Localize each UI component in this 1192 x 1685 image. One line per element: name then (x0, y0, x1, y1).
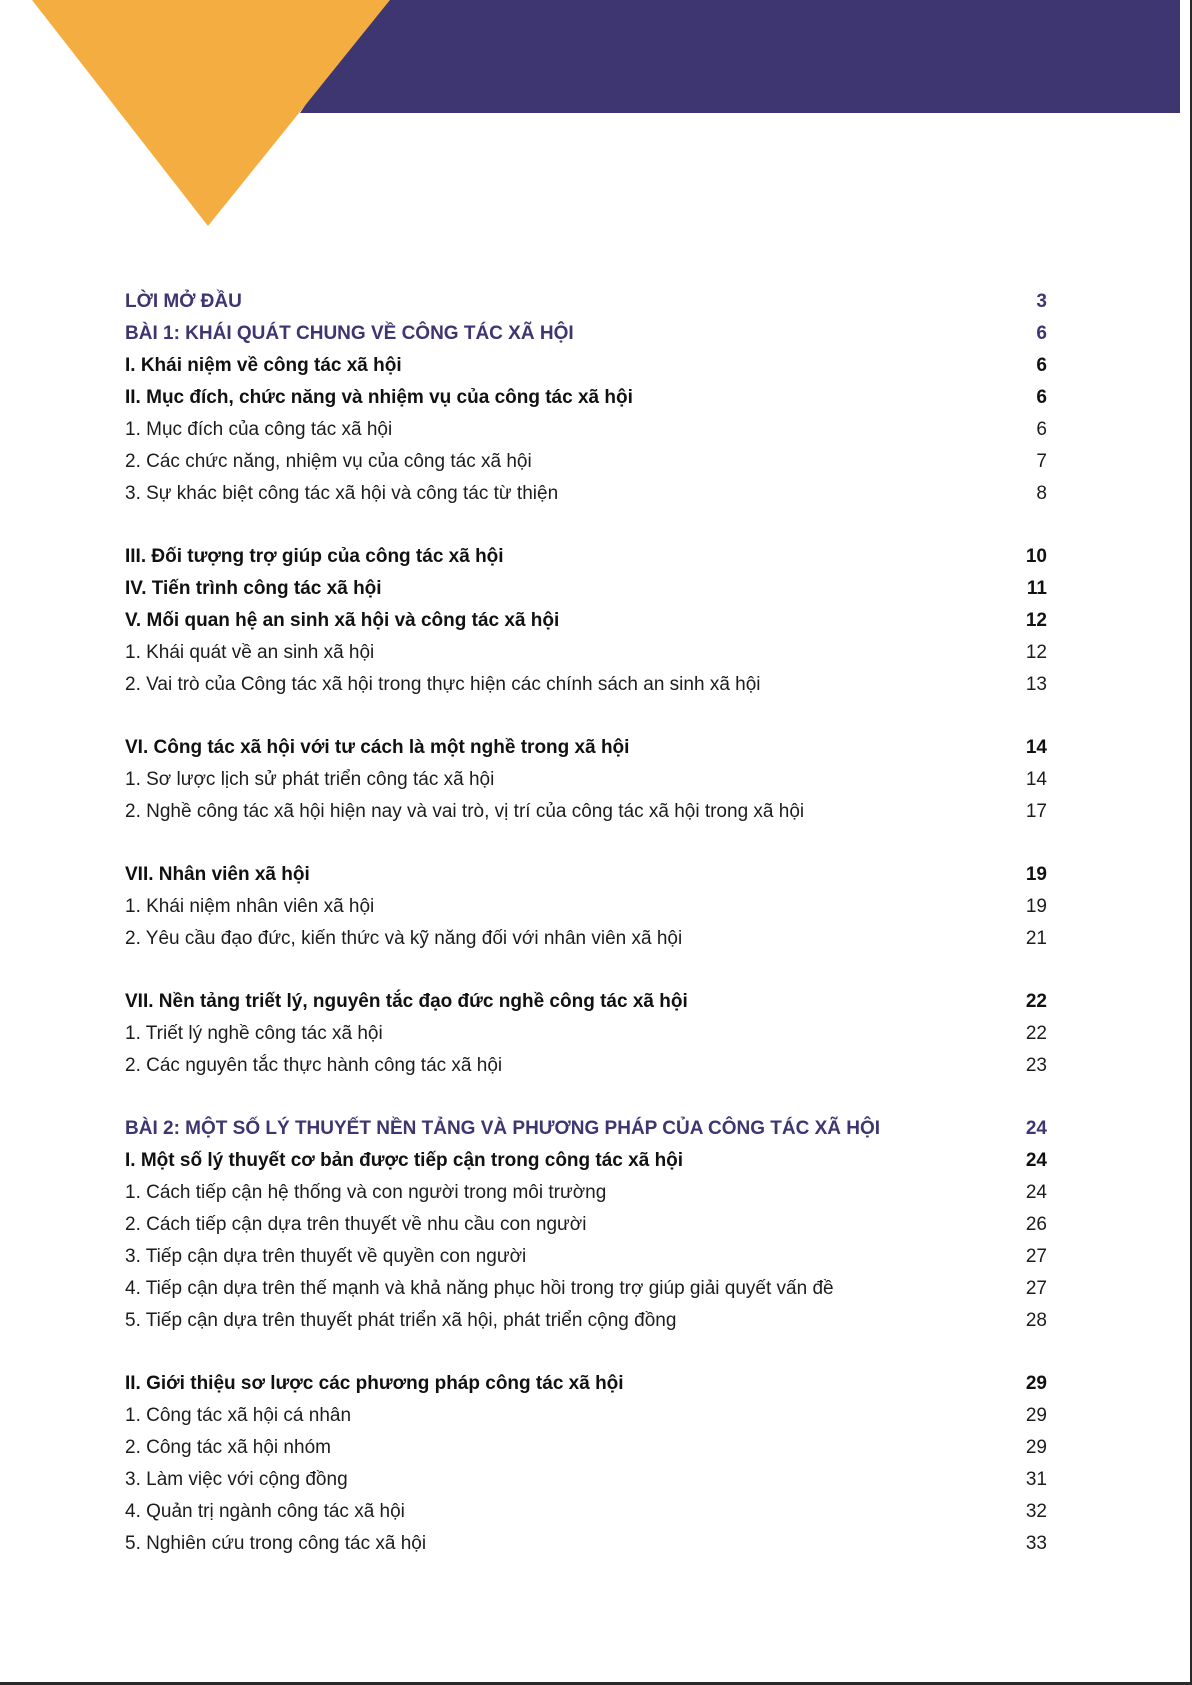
toc-entry-title: V. Mối quan hệ an sinh xã hội và công tác xã hội (125, 610, 560, 631)
toc-entry-page: 6 (1036, 419, 1047, 440)
toc-entry-page: 14 (1025, 769, 1047, 790)
toc-entry-page: 31 (1025, 1469, 1047, 1490)
toc-entry-page: 32 (1025, 1501, 1047, 1522)
toc-entry-title: 3. Tiếp cận dựa trên thuyết về quyền con người (125, 1246, 527, 1267)
toc-entry-title: III. Đối tượng trợ giúp của công tác xã hội (125, 546, 504, 567)
toc-block (125, 541, 1047, 701)
toc-entry-item (125, 1177, 1047, 1209)
toc-entry-title: BÀI 1: KHÁI QUÁT CHUNG VỀ CÔNG TÁC XÃ HỘI (125, 323, 574, 344)
toc-entry-page: 29 (1025, 1437, 1047, 1458)
toc-entry-item (125, 446, 1047, 478)
toc-entry-item (125, 1496, 1047, 1528)
toc-entry-title: VII. Nhân viên xã hội (125, 864, 310, 885)
toc-entry-section (125, 541, 1047, 573)
toc-entry-page: 14 (1025, 737, 1047, 758)
toc-entry-page: 11 (1026, 578, 1047, 599)
toc-entry-page: 22 (1025, 991, 1047, 1012)
toc-entry-title: 1. Sơ lược lịch sử phát triển công tác xã hội (125, 769, 495, 790)
header-banner (0, 0, 1192, 230)
toc-block (125, 859, 1047, 955)
toc-entry-title: 2. Vai trò của Công tác xã hội trong thực hiện các chính sách an sinh xã hội (125, 674, 761, 695)
toc-entry-title: 1. Công tác xã hội cá nhân (125, 1405, 352, 1426)
toc-entry-lesson (125, 1113, 1047, 1145)
toc-entry-section (125, 1145, 1047, 1177)
toc-entry-title: VII. Nền tảng triết lý, nguyên tắc đạo đức nghề công tác xã hội (125, 991, 688, 1012)
toc-entry-item (125, 1464, 1047, 1496)
toc-block (125, 1113, 1047, 1337)
toc-entry-section (125, 382, 1047, 414)
toc-entry-item (125, 764, 1047, 796)
toc-entry-title: I. Khái niệm về công tác xã hội (125, 355, 402, 376)
toc-entry-item (125, 637, 1047, 669)
toc-entry-page: 6 (1036, 323, 1047, 344)
toc-entry-item (125, 796, 1047, 828)
toc-entry-title: 2. Nghề công tác xã hội hiện nay và vai trò, vị trí của công tác xã hội trong xã hội (125, 801, 805, 822)
toc-entry-page: 13 (1025, 674, 1047, 695)
purple-banner-band (300, 0, 1180, 113)
toc-entry-page: 12 (1025, 610, 1047, 631)
toc-entry-item (125, 891, 1047, 923)
toc-entry-title: IV. Tiến trình công tác xã hội (125, 578, 382, 599)
toc-entry-item (125, 923, 1047, 955)
toc-entry-page: 28 (1025, 1310, 1047, 1331)
toc-entry-item (125, 414, 1047, 446)
toc-entry-item (125, 1050, 1047, 1082)
toc-entry-page: 19 (1025, 896, 1047, 917)
toc-entry-lesson (125, 318, 1047, 350)
toc-block (125, 732, 1047, 828)
toc-entry-title: BÀI 2: MỘT SỐ LÝ THUYẾT NỀN TẢNG VÀ PHƯƠNG PHÁP CỦA CÔNG TÁC XÃ HỘI (125, 1118, 881, 1139)
toc-entry-item (125, 478, 1047, 510)
toc-entry-page: 6 (1036, 387, 1047, 408)
toc-entry-page: 21 (1025, 928, 1047, 949)
toc-entry-page: 24 (1025, 1182, 1047, 1203)
toc-entry-title: II. Mục đích, chức năng và nhiệm vụ của công tác xã hội (125, 387, 633, 408)
toc-entry-lesson (125, 286, 1047, 318)
toc-entry-item (125, 669, 1047, 701)
toc-entry-page: 22 (1025, 1023, 1047, 1044)
toc-entry-page: 26 (1025, 1214, 1047, 1235)
toc-entry-title: 5. Tiếp cận dựa trên thuyết phát triển xã hội, phát triển cộng đồng (125, 1310, 677, 1331)
toc-block (125, 286, 1047, 510)
toc-entry-page: 24 (1025, 1118, 1047, 1139)
toc-entry-page: 27 (1025, 1246, 1047, 1267)
toc-entry-page: 10 (1025, 546, 1047, 567)
toc-entry-title: 5. Nghiên cứu trong công tác xã hội (125, 1533, 427, 1554)
toc-entry-item (125, 1018, 1047, 1050)
table-of-contents (125, 286, 1047, 1560)
toc-entry-page: 3 (1036, 291, 1047, 312)
toc-entry-page: 7 (1036, 451, 1047, 472)
toc-entry-title: 4. Tiếp cận dựa trên thế mạnh và khả năng phục hồi trong trợ giúp giải quyết vấn đề (125, 1278, 834, 1299)
toc-entry-item (125, 1528, 1047, 1560)
toc-entry-page: 33 (1025, 1533, 1047, 1554)
toc-entry-page: 27 (1025, 1278, 1047, 1299)
toc-entry-page: 17 (1025, 801, 1047, 822)
toc-entry-title: 2. Các nguyên tắc thực hành công tác xã hội (125, 1055, 503, 1076)
toc-entry-page: 6 (1036, 355, 1047, 376)
toc-block (125, 1368, 1047, 1560)
toc-entry-title: I. Một số lý thuyết cơ bản được tiếp cận trong công tác xã hội (125, 1150, 684, 1171)
toc-entry-title: LỜI MỞ ĐẦU (125, 291, 242, 312)
toc-block (125, 986, 1047, 1082)
toc-entry-section (125, 605, 1047, 637)
toc-entry-section (125, 859, 1047, 891)
toc-entry-item (125, 1432, 1047, 1464)
toc-entry-title: 2. Yêu cầu đạo đức, kiến thức và kỹ năng đối với nhân viên xã hội (125, 928, 683, 949)
toc-entry-section (125, 986, 1047, 1018)
toc-entry-page: 23 (1025, 1055, 1047, 1076)
toc-entry-title: II. Giới thiệu sơ lược các phương pháp công tác xã hội (125, 1373, 624, 1394)
toc-entry-page: 24 (1025, 1150, 1047, 1171)
toc-entry-title: 2. Các chức năng, nhiệm vụ của công tác xã hội (125, 451, 532, 472)
toc-entry-item (125, 1400, 1047, 1432)
toc-entry-title: 1. Mục đích của công tác xã hội (125, 419, 393, 440)
toc-entry-title: 1. Khái quát về an sinh xã hội (125, 642, 375, 663)
toc-entry-item (125, 1209, 1047, 1241)
toc-entry-item (125, 1305, 1047, 1337)
toc-entry-page: 8 (1036, 483, 1047, 504)
toc-entry-page: 29 (1025, 1373, 1047, 1394)
toc-entry-title: 3. Làm việc với cộng đồng (125, 1469, 348, 1490)
toc-entry-title: 3. Sự khác biệt công tác xã hội và công tác từ thiện (125, 483, 559, 504)
toc-entry-title: VI. Công tác xã hội với tư cách là một nghề trong xã hội (125, 737, 630, 758)
toc-entry-page: 19 (1025, 864, 1047, 885)
toc-entry-title: 4. Quản trị ngành công tác xã hội (125, 1501, 405, 1522)
toc-entry-page: 12 (1025, 642, 1047, 663)
toc-entry-title: 1. Triết lý nghề công tác xã hội (125, 1023, 383, 1044)
toc-entry-title: 2. Cách tiếp cận dựa trên thuyết về nhu cầu con người (125, 1214, 587, 1235)
toc-entry-title: 1. Cách tiếp cận hệ thống và con người trong môi trường (125, 1182, 607, 1203)
toc-entry-item (125, 1241, 1047, 1273)
toc-entry-section (125, 350, 1047, 382)
toc-entry-section (125, 732, 1047, 764)
toc-entry-title: 1. Khái niệm nhân viên xã hội (125, 896, 375, 917)
toc-entry-section (125, 1368, 1047, 1400)
toc-entry-item (125, 1273, 1047, 1305)
toc-entry-section (125, 573, 1047, 605)
toc-entry-title: 2. Công tác xã hội nhóm (125, 1437, 331, 1458)
toc-entry-page: 29 (1025, 1405, 1047, 1426)
